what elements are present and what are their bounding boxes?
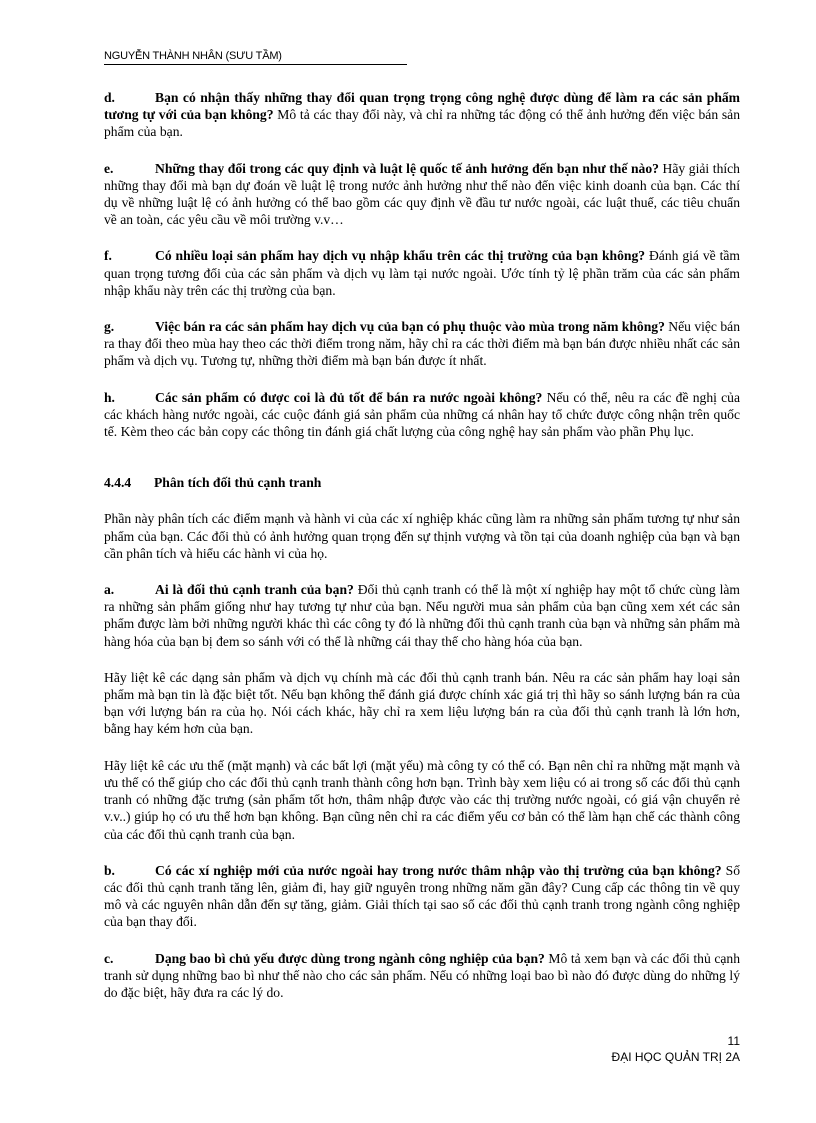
page-number: 11 — [727, 1034, 740, 1048]
item-label: c. — [104, 950, 114, 966]
item-label: h. — [104, 389, 115, 405]
item-h — [104, 389, 740, 441]
item-text: Hãy giải thích những thay đổi mà bạn dự đoán về luật lệ trong nước ảnh hưởng như thế nào đến việc kinh doanh của bạn. Các thí dụ về những luật lệ có ảnh hưởng có thể bao gồm các quy định về đầu tư nước ngoài, các luật thuế, các tiêu chuẩn về an toàn, các yêu cầu về môi trường v.v… — [104, 160, 740, 228]
item-c — [104, 950, 740, 1002]
item-question: Dạng bao bì chủ yếu được dùng trong ngành công nghiệp của bạn? — [155, 950, 545, 966]
item-question: Có nhiều loại sản phẩm hay dịch vụ nhập khẩu trên các thị trường của bạn không? — [155, 248, 646, 264]
document-body — [104, 89, 740, 1001]
item-a — [104, 581, 740, 650]
item-b — [104, 862, 740, 931]
section-intro: Phần này phân tích các điểm mạnh và hành vi của các xí nghiệp khác cũng làm ra những sản phẩm tương tự như sản phẩm của bạn. Các đối thủ có ảnh hưởng quan trọng đến sự thịnh vượng và tồn tại của doanh nghiệp của bạn và bạn cần phân tích và hiểu các hành vi của họ. — [104, 511, 740, 561]
item-text: Số các đối thủ cạnh tranh tăng lên, giảm đi, hay giữ nguyên trong những năm gần đây? Cung cấp các thông tin về quy mô và các nguyên nhân dẫn đến sự tăng, giảm. Giải thích tại sao số các đối thủ cạnh tranh trong ngành công nghiệp của bạn thay đổi. — [104, 862, 740, 930]
item-question: Việc bán ra các sản phẩm hay dịch vụ của bạn có phụ thuộc vào mùa trong năm không? — [155, 319, 665, 335]
item-g — [104, 318, 740, 370]
item-f — [104, 247, 740, 299]
paragraph-strengths: Hãy liệt kê các ưu thế (mặt mạnh) và các bất lợi (mặt yếu) mà công ty có thể có. Bạn nên chỉ ra những mặt mạnh và ưu thế có thể giúp cho các đối thủ cạnh tranh thành công hơn bạn. Trình bày xem liệu có ai trong số các đối thủ cạnh tranh có những đặc trưng (sản phẩm tốt hơn, thâm nhập được vào các thị trường nước ngoài, có giá vận chuyển rẻ v.v..) giúp họ có ưu thế hơn bạn không. Bạn cũng nên chỉ ra các điểm yếu cơ bản có thể làm hạn chế các thành công của các đối thủ cạnh tranh của bạn. — [104, 757, 740, 842]
item-text: Nếu việc bán ra thay đổi theo mùa hay theo các thời điểm trong năm, hãy chỉ ra các thời điểm mà bạn bán được nhiều nhất các sản phẩm và dịch vụ. Tương tự, những thời điểm mà bạn bán được ít nhất. — [104, 319, 740, 369]
item-e — [104, 160, 740, 229]
running-header: NGUYỄN THÀNH NHÂN (SƯU TẦM) — [104, 50, 407, 65]
paragraph-list-products: Hãy liệt kê các dạng sản phẩm và dịch vụ chính mà các đối thủ cạnh tranh bán. Nêu ra các sản phẩm hay loại sản phẩm mà bạn tin là đặc biệt tốt. Nếu bạn không thể đánh giá được chính xác giá trị thì hãy so sánh lượng bán ra của bạn với lượng bán ra của họ. Nói cách khác, hãy chỉ ra xem liệu lượng bán ra của đối thủ cạnh tranh là lớn hơn, bằng hay kém hơn của bạn. — [104, 669, 740, 737]
section-heading — [104, 474, 740, 491]
item-text: Mô tả xem bạn và các đối thủ cạnh tranh sử dụng những bao bì như thế nào cho các sản phẩm. Nếu có những loại bao bì nào đó được dùng do những lý do đặc biệt, hãy đưa ra các lý do. — [104, 950, 740, 1000]
item-text: Đối thủ cạnh tranh có thể là một xí nghiệp hay một tổ chức cùng làm ra những sản phẩm giống như hay tương tự như của bạn. Nếu người mua sản phẩm của bạn cũng xem xét các sản phẩm được làm bởi những người khác thì các công ty đó là những đối thủ cạnh tranh của bạn và những sản phẩm mà hàng hóa của bạn bị đem so sánh với có thể là những cái thay thế cho hàng hóa của bạn. — [104, 582, 740, 649]
item-question: Có các xí nghiệp mới của nước ngoài hay trong nước thâm nhập vào thị trường của bạn không? — [155, 862, 722, 878]
item-label: b. — [104, 862, 115, 878]
item-question: Các sản phẩm có được coi là đủ tốt để bán ra nước ngoài không? — [155, 389, 543, 405]
item-label: a. — [104, 582, 115, 598]
item-question: Ai là đối thủ cạnh tranh của bạn? — [155, 582, 354, 598]
item-d — [104, 89, 740, 141]
item-label: d. — [104, 90, 115, 105]
item-label: f. — [104, 248, 112, 264]
running-footer: ĐẠI HỌC QUẢN TRỊ 2A — [611, 1050, 740, 1064]
section-number: 4.4.4 — [104, 475, 132, 491]
item-text: Đánh giá về tầm quan trọng tương đối của các sản phẩm và dịch vụ làm tại nước ngoài. Ước tính tỷ lệ phần trăm của các sản phẩm nhập khẩu này trên các thị trường của bạn. — [104, 248, 740, 298]
item-label: e. — [104, 160, 114, 176]
item-question: Những thay đổi trong các quy định và luật lệ quốc tế ảnh hưởng đến bạn như thế nào? — [155, 160, 659, 176]
item-text: Mô tả các thay đổi này, và chỉ ra những tác động có thể ảnh hưởng đến việc bán sản phẩm của bạn. — [104, 107, 740, 140]
section-title: Phân tích đối thủ cạnh tranh — [154, 475, 322, 491]
item-text: Nếu có thể, nêu ra các đề nghị của các khách hàng nước ngoài, các cuộc đánh giá sản phẩm của những cá nhân hay tổ chức được công nhận trên quốc tế. Kèm theo các bản copy các thông tin đánh giá chất lượng của công nghệ hay sản phẩm vào phần Phụ lục. — [104, 389, 740, 440]
item-question: Bạn có nhận thấy những thay đổi quan trọng trọng công nghệ được dùng để làm ra các sản phẩm tương tự với của bạn không? — [104, 90, 740, 123]
item-label: g. — [104, 319, 115, 335]
